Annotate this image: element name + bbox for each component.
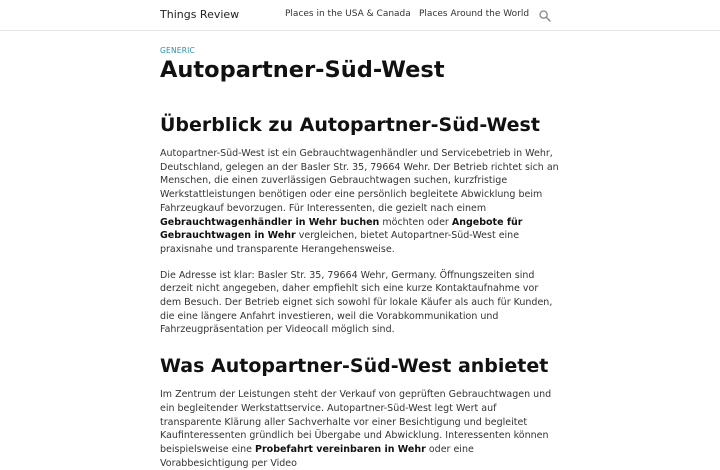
paragraph-text: Im Zentrum der Leistungen steht der Verkauf von geprüften Gebrauchtwagen und ein begleitender Werkstattservice. Autopartner-Süd-West legt Wert auf transparente Klärung aller Sachverhalte vor einer Besichtigung und begleitet Kaufinteressenten gründlich bei Übergabe und Abwicklung. Interessenten können beispielsweise eine bbox=[160, 389, 552, 455]
article-content bbox=[160, 31, 560, 470]
section-heading-overview: Überblick zu Autopartner-Süd-West bbox=[160, 114, 540, 136]
paragraph-text: möchten oder bbox=[379, 216, 452, 228]
overview-paragraph-1 bbox=[160, 147, 560, 257]
nav-link-around-world[interactable]: Places Around the World bbox=[419, 9, 530, 19]
nav-link-usa-canada[interactable]: Places in the USA & Canada bbox=[285, 9, 411, 19]
category-link[interactable]: GENERIC bbox=[160, 46, 195, 55]
bold-keyword: Angebote für Gebrauchtwagen in Wehr bbox=[160, 216, 523, 242]
bold-keyword: Gebrauchtwagenhändler in Wehr buchen bbox=[160, 216, 380, 228]
paragraph-text: oder eine Vorabbesichtigung per Video bbox=[160, 443, 474, 469]
paragraph-text: Autopartner-Süd-West ist ein Gebrauchtwagenhändler und Servicebetrieb in Wehr, Deutschland, gelegen an der Basler Str. 35, 79664 Wehr. Der Betrieb richtet sich an Menschen, die einen zuverlässigen Gebrauchtwagen suchen, kurzfristige Werkstattleistungen benötigen oder eine persönlich begleitete Abwicklung beim Fahrzeugkauf bevorzugen. Für Interessenten, die gezielt nach einem bbox=[160, 148, 559, 214]
bold-keyword: Probefahrt vereinbaren in Wehr bbox=[255, 443, 426, 455]
overview-paragraph-2: Die Adresse ist klar: Basler Str. 35, 79664 Wehr, Germany. Öffnungszeiten sind derzeit nicht angegeben, daher empfiehlt sich eine kurze Kontaktaufnahme vor dem Besuch. Der Betrieb eignet sich sowohl für lokale Käufer als auch für Kunden, die eine längere Anfahrt investieren, weil die Vorabkommunikation und Fahrzeugpräsentation per Videocall möglich sind. bbox=[160, 269, 553, 336]
site-brand-link[interactable]: Things Review bbox=[160, 8, 240, 21]
top-navigation-bar bbox=[0, 0, 720, 31]
search-icon[interactable] bbox=[538, 8, 552, 22]
paragraph-text: vergleichen, bietet Autopartner-Süd-West eine praxisnahe und transparente Herangehensweise. bbox=[160, 230, 520, 255]
offerings-paragraph-1 bbox=[160, 388, 560, 470]
page-title: Autopartner-Süd-West bbox=[160, 57, 445, 83]
section-heading-offerings: Was Autopartner-Süd-West anbietet bbox=[160, 355, 549, 378]
